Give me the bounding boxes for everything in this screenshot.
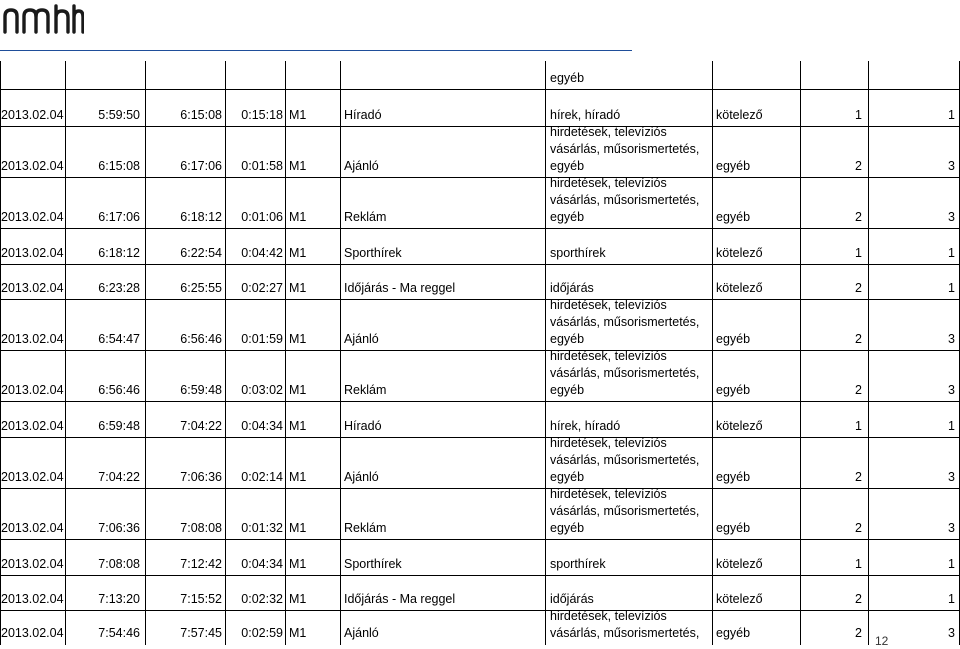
column-divider xyxy=(65,61,66,645)
program-cell: Időjárás - Ma reggel xyxy=(344,281,456,295)
end-time-cell: 6:25:55 xyxy=(180,281,222,295)
start-time-cell: 7:06:36 xyxy=(98,521,140,535)
duration-cell: 0:01:58 xyxy=(241,159,283,173)
count-a-cell: 2 xyxy=(855,521,862,535)
count-a-cell: 2 xyxy=(855,470,862,484)
duration-cell: 0:04:34 xyxy=(241,419,283,433)
count-a-cell: 1 xyxy=(855,557,862,571)
start-time-cell: 6:56:46 xyxy=(98,383,140,397)
category-cell: egyéb xyxy=(550,71,585,85)
date-cell: 2013.02.04 xyxy=(1,246,64,260)
count-b-cell: 1 xyxy=(948,108,955,122)
column-divider xyxy=(145,61,146,645)
category-line: egyéb xyxy=(550,470,585,484)
broadcast-table xyxy=(0,61,960,645)
end-time-cell: 6:56:46 xyxy=(180,332,222,346)
duration-cell: 0:01:06 xyxy=(241,210,283,224)
column-divider xyxy=(285,61,286,645)
duration-cell: 0:02:59 xyxy=(241,626,283,640)
channel-cell: M1 xyxy=(289,470,307,484)
start-time-cell: 6:54:47 xyxy=(98,332,140,346)
count-b-cell: 3 xyxy=(948,470,955,484)
date-cell: 2013.02.04 xyxy=(1,108,64,122)
column-divider xyxy=(545,61,546,645)
date-cell: 2013.02.04 xyxy=(1,159,64,173)
count-a-cell: 2 xyxy=(855,159,862,173)
count-b-cell: 1 xyxy=(948,557,955,571)
category-line: vásárlás, műsorismertetés, xyxy=(550,366,700,380)
header-rule xyxy=(0,50,632,51)
table-row xyxy=(0,540,960,576)
category-line: hírek, híradó xyxy=(550,108,621,122)
channel-cell: M1 xyxy=(289,246,307,260)
category-line: hirdetések, televíziós xyxy=(550,176,667,190)
channel-cell: M1 xyxy=(289,108,307,122)
end-time-cell: 7:06:36 xyxy=(180,470,222,484)
channel-cell: M1 xyxy=(289,159,307,173)
start-time-cell: 7:08:08 xyxy=(98,557,140,571)
category-cell xyxy=(550,124,699,175)
program-cell: Ajánló xyxy=(344,626,379,640)
start-time-cell: 6:18:12 xyxy=(98,246,140,260)
end-time-cell: 6:59:48 xyxy=(180,383,222,397)
end-time-cell: 7:12:42 xyxy=(180,557,222,571)
category-line: egyéb xyxy=(550,383,585,397)
category-line: vásárlás, műsorismertetés, xyxy=(550,142,700,156)
column-divider xyxy=(340,61,341,645)
type-cell: egyéb xyxy=(716,332,751,346)
category-cell xyxy=(550,280,594,297)
column-divider xyxy=(868,61,869,645)
start-time-cell: 6:23:28 xyxy=(98,281,140,295)
type-cell: kötelező xyxy=(716,108,763,122)
count-b-cell: 3 xyxy=(948,626,955,640)
category-line: vásárlás, műsorismertetés, xyxy=(550,315,700,329)
type-cell: kötelező xyxy=(716,592,763,606)
type-cell: kötelező xyxy=(716,246,763,260)
type-cell: egyéb xyxy=(716,383,751,397)
nmhh-logo xyxy=(2,2,84,34)
category-line: hirdetések, televíziós xyxy=(550,349,667,363)
count-b-cell: 3 xyxy=(948,521,955,535)
end-time-cell: 6:22:54 xyxy=(180,246,222,260)
start-time-cell: 7:13:20 xyxy=(98,592,140,606)
count-a-cell: 2 xyxy=(855,332,862,346)
category-line: egyéb xyxy=(550,210,585,224)
column-divider xyxy=(225,61,226,645)
program-cell: Sporthírek xyxy=(344,246,402,260)
type-cell: egyéb xyxy=(716,210,751,224)
channel-cell: M1 xyxy=(289,557,307,571)
count-a-cell: 1 xyxy=(855,246,862,260)
category-cell xyxy=(550,608,699,642)
table-row xyxy=(0,402,960,438)
column-divider xyxy=(712,61,713,645)
duration-cell: 0:01:59 xyxy=(241,332,283,346)
count-b-cell: 3 xyxy=(948,159,955,173)
category-line: hirdetések, televíziós xyxy=(550,298,667,312)
channel-cell: M1 xyxy=(289,592,307,606)
category-cell xyxy=(550,348,699,399)
table-row xyxy=(0,300,960,351)
program-cell: Ajánló xyxy=(344,332,379,346)
category-line: egyéb xyxy=(550,159,585,173)
category-line: vásárlás, műsorismertetés, xyxy=(550,193,700,207)
channel-cell: M1 xyxy=(289,383,307,397)
category-line: időjárás xyxy=(550,281,594,295)
type-cell: egyéb xyxy=(716,470,751,484)
count-a-cell: 2 xyxy=(855,383,862,397)
table-row xyxy=(0,90,960,127)
type-cell: kötelező xyxy=(716,281,763,295)
program-cell: Reklám xyxy=(344,210,387,224)
date-cell: 2013.02.04 xyxy=(1,470,64,484)
category-cell xyxy=(550,175,699,226)
type-cell: kötelező xyxy=(716,419,763,433)
channel-cell: M1 xyxy=(289,210,307,224)
category-cell xyxy=(550,486,699,537)
category-cell xyxy=(550,591,594,608)
category-line: sporthírek xyxy=(550,557,606,571)
type-cell: egyéb xyxy=(716,159,751,173)
table-row xyxy=(0,489,960,540)
count-b-cell: 1 xyxy=(948,592,955,606)
column-divider xyxy=(800,61,801,645)
category-cell xyxy=(550,435,699,486)
count-b-cell: 1 xyxy=(948,419,955,433)
end-time-cell: 7:57:45 xyxy=(180,626,222,640)
start-time-cell: 6:17:06 xyxy=(98,210,140,224)
column-divider xyxy=(0,61,1,645)
end-time-cell: 7:08:08 xyxy=(180,521,222,535)
program-cell: Reklám xyxy=(344,521,387,535)
count-a-cell: 1 xyxy=(855,108,862,122)
end-time-cell: 6:17:06 xyxy=(180,159,222,173)
duration-cell: 0:04:34 xyxy=(241,557,283,571)
date-cell: 2013.02.04 xyxy=(1,383,64,397)
date-cell: 2013.02.04 xyxy=(1,332,64,346)
date-cell: 2013.02.04 xyxy=(1,557,64,571)
count-b-cell: 3 xyxy=(948,383,955,397)
count-a-cell: 2 xyxy=(855,281,862,295)
program-cell: Híradó xyxy=(344,419,382,433)
category-cell xyxy=(550,556,606,573)
end-time-cell: 7:04:22 xyxy=(180,419,222,433)
table-row-continuation xyxy=(0,61,960,90)
type-cell: kötelező xyxy=(716,557,763,571)
program-cell: Ajánló xyxy=(344,470,379,484)
duration-cell: 0:02:27 xyxy=(241,281,283,295)
program-cell: Híradó xyxy=(344,108,382,122)
table-row xyxy=(0,178,960,229)
category-cell xyxy=(550,107,620,124)
start-time-cell: 6:59:48 xyxy=(98,419,140,433)
category-line: vásárlás, műsorismertetés, xyxy=(550,626,700,640)
start-time-cell: 5:59:50 xyxy=(98,108,140,122)
table-row xyxy=(0,576,960,611)
end-time-cell: 6:18:12 xyxy=(180,210,222,224)
count-b-cell: 1 xyxy=(948,246,955,260)
channel-cell: M1 xyxy=(289,419,307,433)
table-row xyxy=(0,351,960,402)
count-a-cell: 1 xyxy=(855,419,862,433)
category-line: sporthírek xyxy=(550,246,606,260)
category-cell xyxy=(550,245,606,262)
channel-cell: M1 xyxy=(289,332,307,346)
program-cell: Ajánló xyxy=(344,159,379,173)
category-line: hirdetések, televíziós xyxy=(550,487,667,501)
category-line: hirdetések, televíziós xyxy=(550,125,667,139)
count-b-cell: 1 xyxy=(948,281,955,295)
channel-cell: M1 xyxy=(289,521,307,535)
count-a-cell: 2 xyxy=(855,592,862,606)
duration-cell: 0:03:02 xyxy=(241,383,283,397)
category-line: hirdetések, televíziós xyxy=(550,609,667,623)
table-row xyxy=(0,611,960,644)
program-cell: Reklám xyxy=(344,383,387,397)
category-line: hirdetések, televíziós xyxy=(550,436,667,450)
duration-cell: 0:02:32 xyxy=(241,592,283,606)
category-line: vásárlás, műsorismertetés, xyxy=(550,453,700,467)
count-a-cell: 2 xyxy=(855,626,862,640)
type-cell: egyéb xyxy=(716,521,751,535)
category-cell xyxy=(550,297,699,348)
channel-cell: M1 xyxy=(289,281,307,295)
program-cell: Sporthírek xyxy=(344,557,402,571)
date-cell: 2013.02.04 xyxy=(1,419,64,433)
table-row xyxy=(0,265,960,300)
duration-cell: 0:04:42 xyxy=(241,246,283,260)
duration-cell: 0:15:18 xyxy=(241,108,283,122)
date-cell: 2013.02.04 xyxy=(1,210,64,224)
program-cell: Időjárás - Ma reggel xyxy=(344,592,456,606)
duration-cell: 0:01:32 xyxy=(241,521,283,535)
end-time-cell: 7:15:52 xyxy=(180,592,222,606)
category-line: egyéb xyxy=(550,521,585,535)
type-cell: egyéb xyxy=(716,626,751,640)
category-line: egyéb xyxy=(550,332,585,346)
category-line: időjárás xyxy=(550,592,594,606)
date-cell: 2013.02.04 xyxy=(1,521,64,535)
date-cell: 2013.02.04 xyxy=(1,592,64,606)
table-row xyxy=(0,229,960,265)
date-cell: 2013.02.04 xyxy=(1,626,64,640)
page-number: 12 xyxy=(875,634,889,648)
count-b-cell: 3 xyxy=(948,210,955,224)
category-line: vásárlás, műsorismertetés, xyxy=(550,504,700,518)
table-row xyxy=(0,127,960,178)
duration-cell: 0:02:14 xyxy=(241,470,283,484)
end-time-cell: 6:15:08 xyxy=(180,108,222,122)
category-cell xyxy=(550,418,620,435)
start-time-cell: 7:54:46 xyxy=(98,626,140,640)
channel-cell: M1 xyxy=(289,626,307,640)
count-b-cell: 3 xyxy=(948,332,955,346)
start-time-cell: 7:04:22 xyxy=(98,470,140,484)
count-a-cell: 2 xyxy=(855,210,862,224)
date-cell: 2013.02.04 xyxy=(1,281,64,295)
table-row xyxy=(0,438,960,489)
category-line: hírek, híradó xyxy=(550,419,621,433)
start-time-cell: 6:15:08 xyxy=(98,159,140,173)
